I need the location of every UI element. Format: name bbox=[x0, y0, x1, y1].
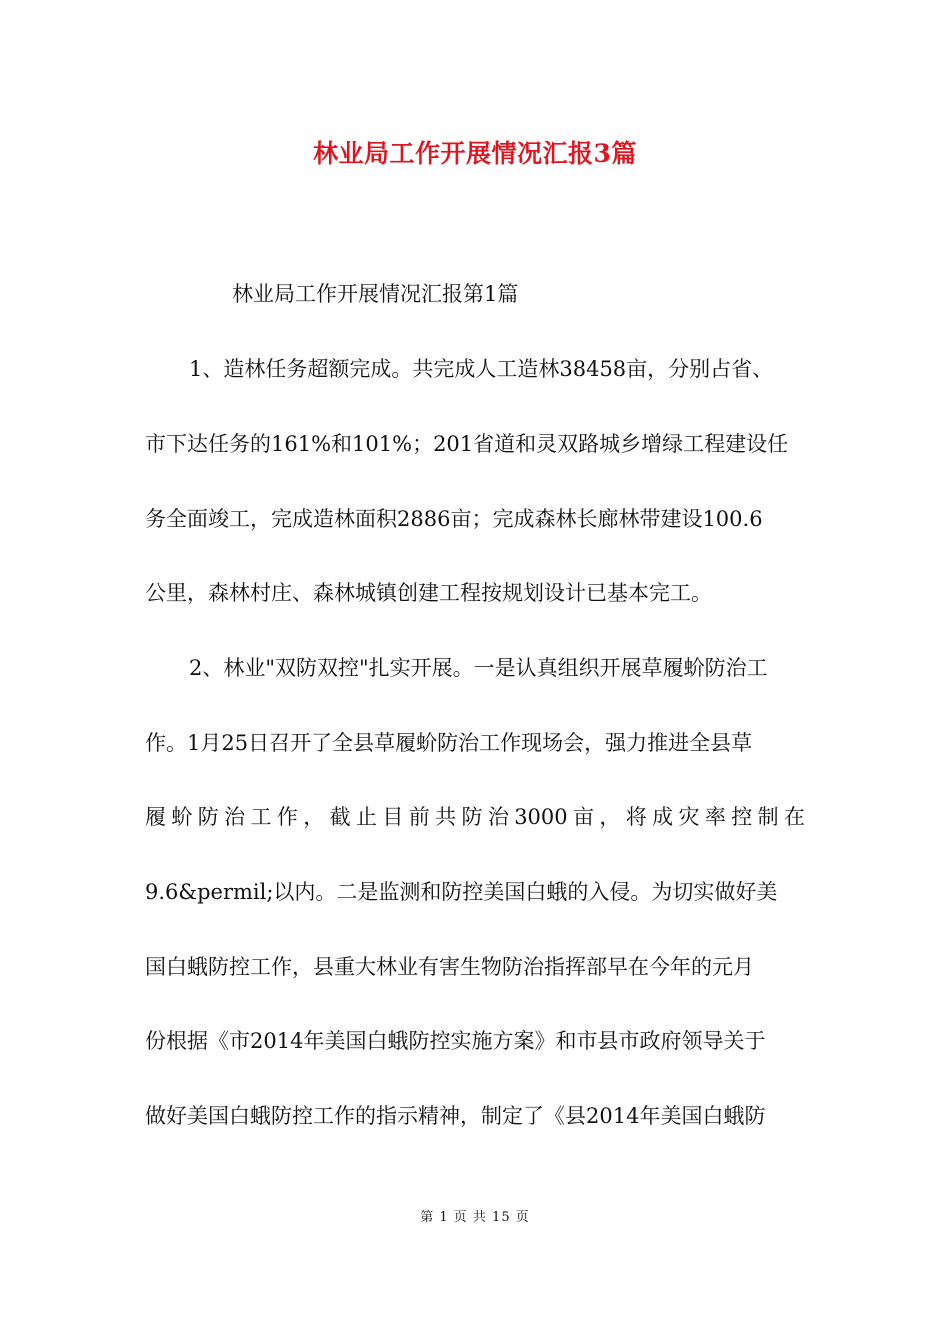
paragraph-line: 2、林业"双防双控"扎实开展。一是认真组织开展草履蚧防治工 bbox=[189, 656, 768, 680]
paragraph-line: 1、造林任务超额完成。共完成人工造林38458亩，分别占省、 bbox=[189, 357, 774, 381]
paragraph-line: 做好美国白蛾防控工作的指示精神，制定了《县2014年美国白蛾防 bbox=[145, 1104, 766, 1128]
paragraph-line: 市下达任务的161%和101%；201省道和灵双路城乡增绿工程建设任 bbox=[145, 432, 789, 456]
paragraph-line: 作。1月25日召开了全县草履蚧防治工作现场会，强力推进全县草 bbox=[145, 731, 753, 755]
document-title: 林业局工作开展情况汇报3篇 bbox=[313, 139, 637, 168]
paragraph-line: 公里，森林村庄、森林城镇创建工程按规划设计已基本完工。 bbox=[145, 581, 712, 605]
page-number: 第 1 页 共 15 页 bbox=[420, 1210, 530, 1225]
paragraph-line: 务全面竣工，完成造林面积2886亩；完成森林长廊林带建设100.6 bbox=[145, 507, 763, 531]
paragraph-line: 9.6&permil;以内。二是监测和防控美国白蛾的入侵。为切实做好美 bbox=[145, 880, 778, 904]
paragraph-line: 履蚧防治工作，截止目前共防治3000亩，将成灾率控制在 bbox=[145, 805, 805, 829]
paragraph-line: 国白蛾防控工作，县重大林业有害生物防治指挥部早在今年的元月 bbox=[145, 955, 754, 979]
section-heading: 林业局工作开展情况汇报第1篇 bbox=[232, 282, 519, 306]
paragraph-line: 份根据《市2014年美国白蛾防控实施方案》和市县市政府领导关于 bbox=[145, 1029, 766, 1053]
